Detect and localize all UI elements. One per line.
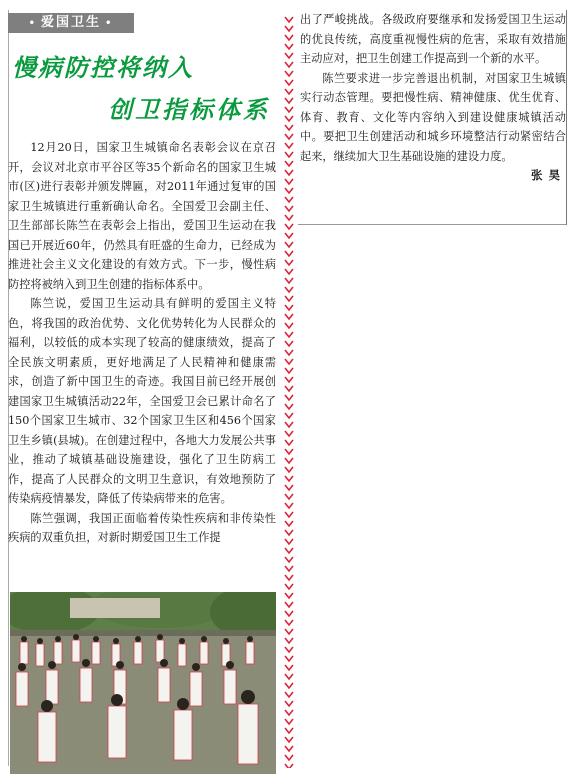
paragraph: 陈竺要求进一步完善退出机制，对国家卫生城镇实行动态管理。要把慢性病、精神健康、优生优育、体育、教育、文化等内容纳入到建设健康城镇活动中。要把卫生创建活动和城乡环境整洁行动紧密结合起来，继续加大卫生基础设施的建设力度。 [300,71,566,163]
right-box-border [566,10,567,225]
taichi-photo [10,592,276,774]
paragraph: 出了严峻挑战。各级政府要继承和发扬爱国卫生运动的优良传统，高度重视慢性病的危害，采取有效措施主动应对，把卫生创建工作提高到一个新的水平。 [300,13,566,65]
tag-dot-left: • [28,18,37,29]
column-divider [284,16,294,768]
tag-dot-right: • [105,18,114,29]
left-column [8,10,276,762]
right-column [300,10,566,186]
section-label: 爱国卫生 [40,15,101,30]
author-byline: 张昊 [531,168,566,182]
paragraph: 陈竺说，爱国卫生运动具有鲜明的爱国主义特色，将我国的政治优势、文化优势转化为人民群众的福利，以较低的成本实现了较高的健康绩效，提高了全民族文明素质，更好地满足了人民精神和健康需求，创造了新中国卫生的奇迹。我国目前已经开展创建国家卫生城镇活动22年，全国爱卫会已累计命名了150个国家卫生城市、32个国家卫生区和456个国家卫生乡镇(县城)。在创建过程中，各地大力发展公共事业，推动了城镇基础设施建设，强化了卫生防病工作，提高了人民群众的文明卫生意识，有效地预防了传染病疫情暴发，降低了传染病带来的危害。 [8,297,276,505]
paragraph: 12月20日，国家卫生城镇命名表彰会议在京召开，会议对北京市平谷区等35个新命名的国家卫生城市(区)进行表彰并颁发牌匾，对2011年通过复审的国家卫生城镇进行重新确认命名。全国爱卫会副主任、卫生部部长陈竺在表彰会上指出，爱国卫生运动在我国已开展近60年，仍然具有旺盛的生命力，已经成为推进社会主义文化建设的有效方式。下一步，慢性病防控将被纳入到卫生创建的指标体系中。 [8,141,276,291]
article-body-right [300,10,566,186]
right-box-bottom-border [298,224,566,225]
section-tag [8,13,134,33]
article-title-line2: 创卫指标体系 [108,96,270,124]
article-title-line1: 慢病防控将纳入 [12,54,194,82]
article-body-left [8,138,276,548]
photo-illustration [10,592,276,774]
paragraph: 陈竺强调，我国正面临着传染性疾病和非传染性疾病的双重负担，对新时期爱国卫生工作提 [8,511,276,544]
